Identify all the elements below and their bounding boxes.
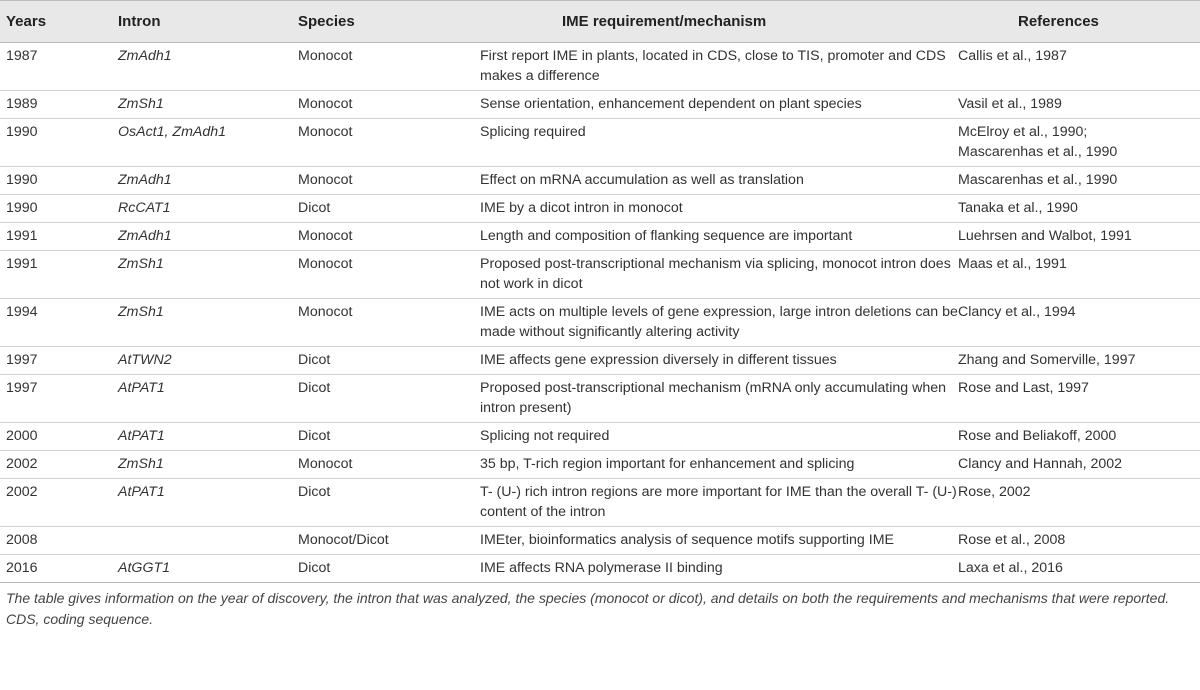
- table-row: [0, 119, 1200, 167]
- reference-link[interactable]: Clancy and Hannah, 2002: [958, 456, 1123, 472]
- cell-intron: AtTWN2: [110, 347, 298, 375]
- cell-intron: ZmSh1: [110, 451, 298, 479]
- cell-species: Monocot: [298, 299, 480, 347]
- cell-year: 1997: [0, 375, 110, 423]
- reference-link[interactable]: Luehrsen and Walbot, 1991: [958, 228, 1132, 244]
- table-row: [0, 299, 1200, 347]
- cell-ime-mechanism: 35 bp, T-rich region important for enhancement and splicing: [480, 451, 958, 479]
- cell-species: Dicot: [298, 479, 480, 527]
- table-body: [0, 43, 1200, 583]
- cell-references: [958, 555, 1200, 583]
- cell-intron: AtPAT1: [110, 479, 298, 527]
- cell-intron: ZmSh1: [110, 251, 298, 299]
- header-species: Species: [298, 1, 480, 43]
- cell-intron: [110, 527, 298, 555]
- cell-ime-mechanism: First report IME in plants, located in CDS, close to TIS, promoter and CDS makes a difference: [480, 43, 958, 91]
- reference-link[interactable]: Rose, 2002: [958, 484, 1031, 500]
- cell-species: Monocot: [298, 167, 480, 195]
- cell-year: 2000: [0, 423, 110, 451]
- cell-references: [958, 43, 1200, 91]
- cell-references: [958, 251, 1200, 299]
- table-row: [0, 195, 1200, 223]
- cell-year: 1991: [0, 223, 110, 251]
- table-row: [0, 423, 1200, 451]
- cell-year: 1990: [0, 167, 110, 195]
- table-row: [0, 479, 1200, 527]
- cell-ime-mechanism: IME affects gene expression diversely in different tissues: [480, 347, 958, 375]
- cell-year: 1987: [0, 43, 110, 91]
- cell-ime-mechanism: IME acts on multiple levels of gene expression, large intron deletions can be made without significantly altering activity: [480, 299, 958, 347]
- cell-references: [958, 299, 1200, 347]
- cell-ime-mechanism: IME by a dicot intron in monocot: [480, 195, 958, 223]
- reference-link[interactable]: Rose et al., 2008: [958, 532, 1066, 548]
- cell-ime-mechanism: Effect on mRNA accumulation as well as translation: [480, 167, 958, 195]
- reference-link[interactable]: Clancy et al., 1994: [958, 304, 1076, 320]
- cell-ime-mechanism: IMEter, bioinformatics analysis of sequence motifs supporting IME: [480, 527, 958, 555]
- cell-references: [958, 167, 1200, 195]
- header-references: References: [958, 1, 1200, 43]
- cell-references: [958, 451, 1200, 479]
- cell-references: [958, 375, 1200, 423]
- reference-link[interactable]: Tanaka et al., 1990: [958, 200, 1078, 216]
- header-years: Years: [0, 1, 110, 43]
- cell-references: [958, 223, 1200, 251]
- reference-link[interactable]: Laxa et al., 2016: [958, 560, 1063, 576]
- cell-year: 1991: [0, 251, 110, 299]
- cell-species: Monocot: [298, 119, 480, 167]
- cell-references: [958, 347, 1200, 375]
- cell-species: Monocot: [298, 251, 480, 299]
- cell-species: Dicot: [298, 347, 480, 375]
- table-row: [0, 167, 1200, 195]
- header-ime: IME requirement/mechanism: [480, 1, 958, 43]
- cell-species: Dicot: [298, 555, 480, 583]
- cell-species: Monocot: [298, 91, 480, 119]
- header-row: [0, 1, 1200, 43]
- cell-year: 1994: [0, 299, 110, 347]
- cell-references: [958, 479, 1200, 527]
- cell-year: 1990: [0, 119, 110, 167]
- cell-year: 2016: [0, 555, 110, 583]
- cell-species: Monocot: [298, 43, 480, 91]
- table-row: [0, 527, 1200, 555]
- table-row: [0, 223, 1200, 251]
- cell-year: 1990: [0, 195, 110, 223]
- cell-year: 1997: [0, 347, 110, 375]
- cell-year: 2002: [0, 479, 110, 527]
- cell-species: Dicot: [298, 195, 480, 223]
- cell-ime-mechanism: IME affects RNA polymerase II binding: [480, 555, 958, 583]
- cell-intron: AtPAT1: [110, 375, 298, 423]
- cell-references: [958, 119, 1200, 167]
- cell-ime-mechanism: Sense orientation, enhancement dependent on plant species: [480, 91, 958, 119]
- table-header: [0, 1, 1200, 43]
- cell-references: [958, 91, 1200, 119]
- cell-intron: AtGGT1: [110, 555, 298, 583]
- cell-ime-mechanism: T- (U-) rich intron regions are more important for IME than the overall T- (U-) content of the intron: [480, 479, 958, 527]
- cell-year: 2002: [0, 451, 110, 479]
- table-row: [0, 555, 1200, 583]
- cell-year: 1989: [0, 91, 110, 119]
- cell-intron: AtPAT1: [110, 423, 298, 451]
- reference-link[interactable]: Mascarenhas et al., 1990: [958, 144, 1118, 160]
- cell-intron: ZmSh1: [110, 299, 298, 347]
- cell-ime-mechanism: Splicing not required: [480, 423, 958, 451]
- table-row: [0, 91, 1200, 119]
- reference-link[interactable]: Callis et al., 1987: [958, 48, 1067, 64]
- cell-species: Dicot: [298, 423, 480, 451]
- cell-intron: RcCAT1: [110, 195, 298, 223]
- table-row: [0, 43, 1200, 91]
- table-row: [0, 251, 1200, 299]
- cell-species: Monocot: [298, 451, 480, 479]
- table-caption: The table gives information on the year of discovery, the intron that was analyzed, the species (monocot or dicot), and details on both the requirements and mechanisms that were reported. CDS, coding sequence.: [6, 590, 1170, 627]
- cell-species: Monocot: [298, 223, 480, 251]
- cell-species: Monocot/Dicot: [298, 527, 480, 555]
- header-intron: Intron: [110, 1, 298, 43]
- cell-intron: OsAct1, ZmAdh1: [110, 119, 298, 167]
- reference-link[interactable]: Maas et al., 1991: [958, 256, 1067, 272]
- reference-link[interactable]: Mascarenhas et al., 1990: [958, 172, 1118, 188]
- cell-species: Dicot: [298, 375, 480, 423]
- cell-references: [958, 195, 1200, 223]
- table-row: [0, 347, 1200, 375]
- reference-link[interactable]: Rose and Last, 1997: [958, 380, 1089, 396]
- cell-ime-mechanism: Splicing required: [480, 119, 958, 167]
- cell-intron: ZmAdh1: [110, 167, 298, 195]
- cell-ime-mechanism: Length and composition of flanking sequence are important: [480, 223, 958, 251]
- reference-link[interactable]: Vasil et al., 1989: [958, 96, 1062, 112]
- cell-year: 2008: [0, 527, 110, 555]
- cell-intron: ZmAdh1: [110, 43, 298, 91]
- table-row: [0, 451, 1200, 479]
- cell-intron: ZmSh1: [110, 91, 298, 119]
- cell-ime-mechanism: Proposed post-transcriptional mechanism via splicing, monocot intron does not work in dicot: [480, 251, 958, 299]
- reference-link[interactable]: McElroy et al., 1990;: [958, 124, 1088, 140]
- cell-references: [958, 423, 1200, 451]
- cell-ime-mechanism: Proposed post-transcriptional mechanism (mRNA only accumulating when intron present): [480, 375, 958, 423]
- cell-references: [958, 527, 1200, 555]
- reference-link[interactable]: Rose and Beliakoff, 2000: [958, 428, 1117, 444]
- reference-link[interactable]: Zhang and Somerville, 1997: [958, 352, 1136, 368]
- table-row: [0, 375, 1200, 423]
- cell-intron: ZmAdh1: [110, 223, 298, 251]
